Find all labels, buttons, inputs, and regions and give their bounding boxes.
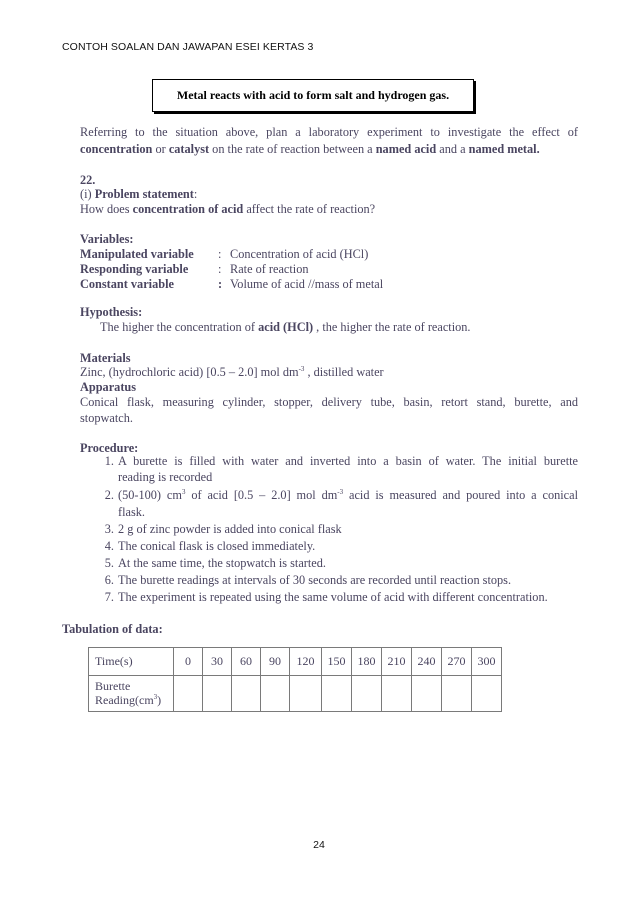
step2-sup2: -3 [337, 488, 344, 496]
ps-suffix: : [193, 187, 198, 201]
intro-catalyst: catalyst [168, 142, 210, 156]
empty-cell [203, 676, 232, 712]
variable-value: Rate of reaction [230, 262, 309, 276]
intro-line-1: Referring to the situation above, plan a laboratory experiment to investigate the effect of [80, 125, 578, 139]
variable-row-constant [80, 276, 560, 292]
empty-cell [412, 676, 442, 712]
materials-title: Materials [80, 351, 131, 365]
step-text: At the same time, the stopwatch is started. [118, 556, 326, 570]
time-cell: 0 [174, 648, 203, 676]
empty-cell [261, 676, 290, 712]
step2-sup1: 3 [181, 488, 186, 496]
time-cell: 240 [412, 648, 442, 676]
empty-cell [322, 676, 352, 712]
step-number: 7. [104, 590, 114, 604]
step-text: The burette readings at intervals of 30 seconds are recorded until reaction stops. [118, 573, 512, 587]
time-cell: 210 [382, 648, 412, 676]
step-text: The experiment is repeated using the same volume of acid with different concentration. [118, 590, 548, 604]
intro-named-metal: named metal. [468, 142, 540, 156]
ps-text-post: affect the rate of reaction? [243, 202, 376, 216]
empty-cell [174, 676, 203, 712]
variable-value: Volume of acid //mass of metal [230, 277, 384, 291]
variable-colon: : [218, 247, 222, 261]
empty-cell [290, 676, 322, 712]
situation-box [152, 79, 474, 112]
intro-concentration: concentration [80, 142, 153, 156]
intro-or: or [152, 142, 169, 156]
data-table [88, 647, 502, 712]
hyp-bold: acid (HCl) [258, 320, 314, 334]
intro-mid: on the rate of reaction between a [209, 142, 376, 156]
empty-cell [352, 676, 382, 712]
page-header: CONTOH SOALAN DAN JAWAPAN ESEI KERTAS 3 [62, 41, 314, 53]
question-number: 22. [80, 173, 96, 187]
step-text: 2 g of zinc powder is added into conical flask [118, 522, 342, 536]
time-cell: 180 [352, 648, 382, 676]
hypothesis-text [100, 319, 471, 336]
burette-label-1: Burette [95, 679, 131, 693]
step-text [118, 487, 578, 504]
burette-label-2: Reading(cm [95, 693, 154, 707]
step2-b: of acid [0.5 – 2.0] mol dm [185, 488, 338, 502]
problem-statement-text [80, 201, 375, 218]
time-cell: 150 [322, 648, 352, 676]
time-cell: 90 [261, 648, 290, 676]
situation-text: Metal reacts with acid to form salt and hydrogen gas. [176, 88, 450, 102]
variable-name: Manipulated variable [80, 247, 194, 261]
apparatus-line-1: Conical flask, measuring cylinder, stopper, delivery tube, basin, retort stand, burette, and [80, 395, 578, 409]
step-text: The conical flask is closed immediately. [118, 539, 316, 553]
step2-a: (50-100) cm [118, 488, 182, 502]
mat-sup: -3 [298, 365, 305, 373]
variable-value: Concentration of acid (HCl) [230, 247, 369, 261]
apparatus-title: Apparatus [80, 380, 137, 394]
empty-cell [232, 676, 261, 712]
step-number: 6. [104, 573, 114, 587]
intro-named-acid: named acid [375, 142, 437, 156]
variable-row-manipulated [80, 246, 560, 262]
variable-name: Constant variable [80, 277, 174, 291]
empty-cell [382, 676, 412, 712]
page-number: 24 [313, 839, 325, 851]
empty-cell [442, 676, 472, 712]
time-cell: 270 [442, 648, 472, 676]
empty-cell [472, 676, 502, 712]
burette-sup: 3 [153, 693, 158, 701]
step-number: 4. [104, 539, 114, 553]
step-number: 3. [104, 522, 114, 536]
intro-and: and a [436, 142, 469, 156]
ps-label-bold: Problem statement [94, 187, 194, 201]
procedure-title: Procedure: [80, 441, 139, 455]
ps-text-bold: concentration of acid [132, 202, 244, 216]
tabulation-title: Tabulation of data: [62, 622, 163, 636]
time-cell: 60 [232, 648, 261, 676]
intro-line-2 [80, 141, 578, 158]
time-cell: 120 [290, 648, 322, 676]
hyp-pre: The higher the concentration of [100, 320, 259, 334]
time-cell: 30 [203, 648, 232, 676]
burette-header-cell [89, 676, 174, 712]
variable-colon: : [218, 277, 223, 291]
time-header-cell: Time(s) [89, 648, 174, 676]
mat-pre: Zinc, (hydrochloric acid) [0.5 – 2.0] mol dm [80, 365, 299, 379]
table-row-burette [89, 676, 502, 712]
ps-text-pre: How does [80, 202, 133, 216]
step-text-cont: flask. [118, 505, 145, 519]
table-row-time [89, 648, 502, 676]
apparatus-line-2: stopwatch. [80, 411, 133, 425]
variable-row-responding [80, 261, 560, 277]
hypothesis-title: Hypothesis: [80, 305, 143, 319]
step-number: 5. [104, 556, 114, 570]
ps-prefix: (i) [80, 187, 95, 201]
burette-label-3: ) [157, 693, 162, 707]
time-cell: 300 [472, 648, 502, 676]
step-text-cont: reading is recorded [118, 470, 213, 484]
step-number: 2. [104, 488, 114, 502]
step2-c: acid is measured and poured into a conical [343, 488, 578, 502]
variable-name: Responding variable [80, 262, 189, 276]
variable-colon: : [218, 262, 222, 276]
mat-post: , distilled water [304, 365, 384, 379]
hyp-post: , the higher the rate of reaction. [313, 320, 471, 334]
step-text: A burette is filled with water and inverted into a basin of water. The initial burette [118, 454, 578, 468]
step-number: 1. [104, 454, 114, 468]
variables-title: Variables: [80, 232, 134, 246]
